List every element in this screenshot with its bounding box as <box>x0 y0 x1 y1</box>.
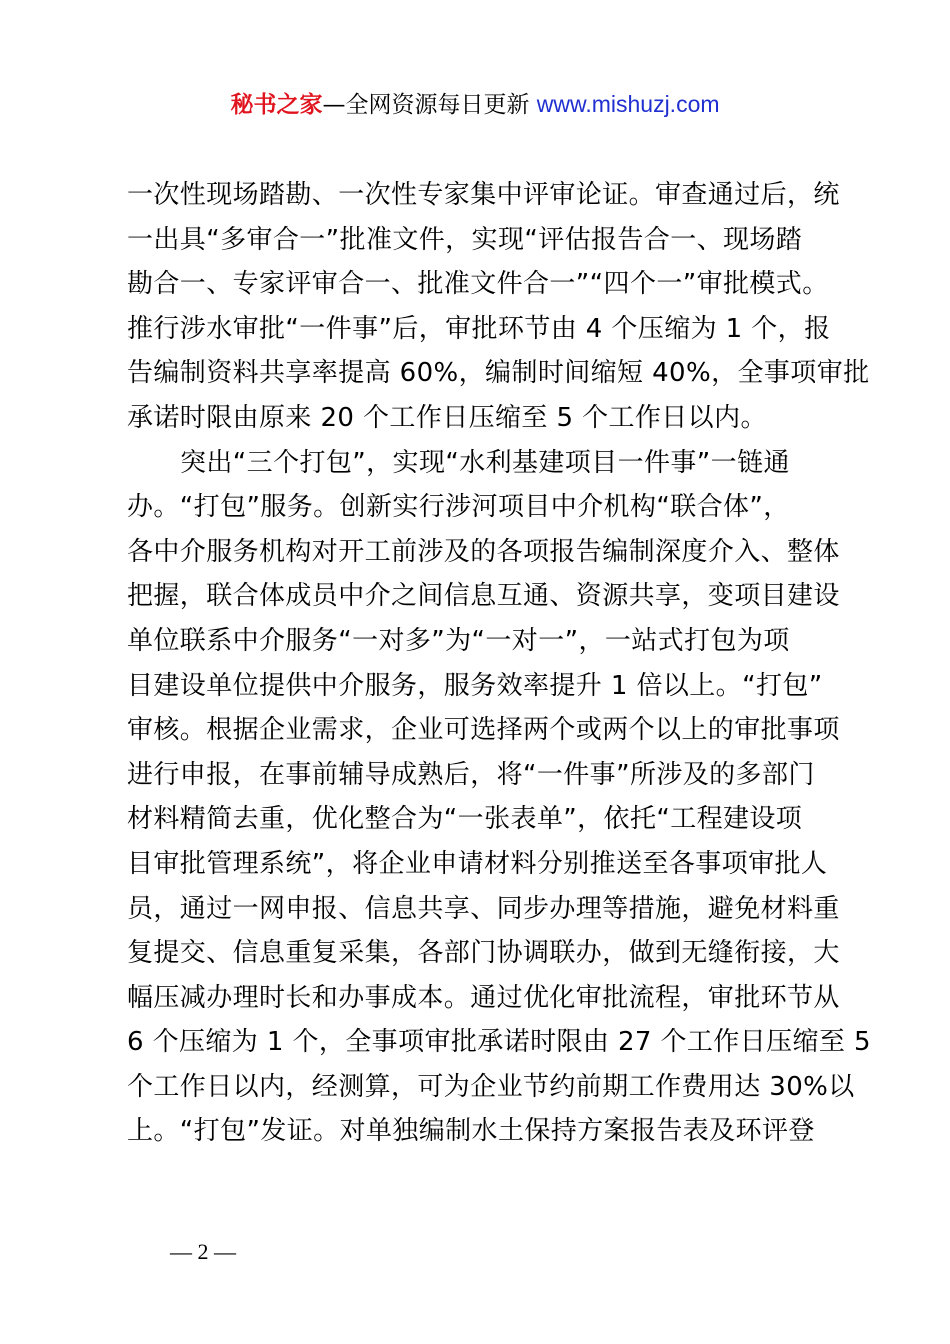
text-line: 勘合一、专家评审合一、批准文件合一”“四个一”审批模式。 <box>127 269 829 300</box>
header-tagline: —全网资源每日更新 <box>322 92 537 118</box>
text-line: 推行涉水审批“一件事”后，审批环节由 4 个压缩为 1 个，报 <box>127 313 831 344</box>
text-line: 审核。根据企业需求，企业可选择两个或两个以上的审批事项 <box>127 715 840 746</box>
text-line: 材料精简去重，优化整合为“一张表单”，依托“工程建设项 <box>127 804 803 835</box>
text-line: 幅压减办理时长和办事成本。通过优化审批流程，审批环节从 <box>127 982 840 1013</box>
text-line: 6 个压缩为 1 个，全事项审批承诺时限由 27 个工作日压缩至 5 <box>127 1027 871 1058</box>
text-line: 一次性现场踏勘、一次性专家集中评审论证。审查通过后，统 <box>127 180 840 210</box>
text-line: 上。“打包”发证。对单独编制水土保持方案报告表及环评登 <box>127 1116 815 1147</box>
document-body <box>127 173 871 1154</box>
text-line: 单位联系中介服务“一对多”为“一对一”，一站式打包为项 <box>127 625 790 656</box>
text-line: 进行申报，在事前辅导成熟后，将“一件事”所涉及的多部门 <box>127 759 815 790</box>
text-line: 复提交、信息重复采集，各部门协调联办，做到无缝衔接，大 <box>127 938 840 969</box>
site-header <box>0 88 950 121</box>
text-line: 员，通过一网申报、信息共享、同步办理等措施，避免材料重 <box>127 893 840 924</box>
text-line: 一出具“多审合一”批准文件，实现“评估报告合一、现场踏 <box>127 224 803 255</box>
text-line: 个工作日以内，经测算，可为企业节约前期工作费用达 30%以 <box>127 1071 855 1102</box>
text-line: 目建设单位提供中介服务，服务效率提升 1 倍以上。“打包” <box>127 670 823 701</box>
text-line: 目审批管理系统”，将企业申请材料分别推送至各事项审批人 <box>127 848 828 879</box>
text-line: 承诺时限由原来 20 个工作日压缩至 5 个工作日以内。 <box>127 402 767 433</box>
text-line: 把握，联合体成员中介之间信息互通、资源共享，变项目建设 <box>127 581 840 612</box>
text-line: 告编制资料共享率提高 60%，编制时间缩短 40%，全事项审批 <box>127 358 870 389</box>
paragraph-start-line: 突出“三个打包”，实现“水利基建项目一件事”一链通 <box>180 447 790 478</box>
brand-name: 秘书之家 <box>230 92 323 118</box>
text-line: 办。“打包”服务。创新实行涉河项目中介机构“联合体”， <box>127 492 790 523</box>
page-number: — 2 — <box>170 1239 236 1264</box>
text-line: 各中介服务机构对开工前涉及的各项报告编制深度介入、整体 <box>127 536 840 567</box>
site-url-link[interactable]: www.mishuzj.com <box>536 91 720 117</box>
